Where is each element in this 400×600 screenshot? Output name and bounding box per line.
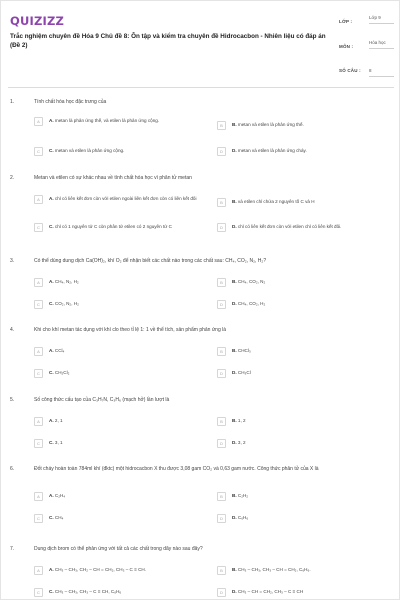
question-text: Số công thức cấu tạo của C₃H₇N, C₃H₆ (mạch hở) lần lượt là: [34, 397, 170, 403]
option-text: CH₃ – CH₃, CH₂ – CH = CH₂, CH₃ – C ≡ CH.: [54, 567, 147, 572]
option-text: metan và etilen là phản ứng cháy.: [237, 148, 307, 153]
option-letter: B: [232, 567, 236, 572]
option-letter-box: A: [34, 417, 43, 426]
question-text: Metan và etilen có sự khác nhau về tính chất hóa học vì phân tử metan: [34, 175, 192, 181]
option-letter-box: D: [217, 147, 226, 156]
option-text: CH₄, N₂, H₂: [54, 279, 79, 284]
option-letter: D: [232, 589, 236, 594]
option-text: CH₃ – CH₃, CH₃ – C ≡ CH, C₆H₆: [54, 589, 122, 594]
worksheet-title: Trắc nghiệm chuyên đề Hóa 9 Chủ đề 8: Ôn tập và kiểm tra chuyên đề Hidrocacbon - Nhiên liệu có đáp án (Đề 2): [10, 33, 326, 49]
question-text: Dung dịch brom có thể phản ứng với tất cả các chất trong dãy nào sau đây?: [34, 546, 203, 552]
option-letter-box: A: [34, 195, 43, 204]
option-text: C₂H₂: [237, 493, 249, 498]
option-letter-box: D: [217, 514, 226, 523]
option-text: CH₄, CO₂, N₂: [237, 279, 266, 284]
option-text: CH₃ – CH = CH₂, CH₃ – C ≡ CH: [237, 589, 304, 594]
option-letter: D: [232, 148, 236, 153]
option-letter-box: A: [34, 492, 43, 501]
question-text: Đốt cháy hoàn toàn 784ml khí (đktc) một hidrocacbon X thu được 3,08 gam CO₂ và 0,63 gam nước. Công thức phân tử của X là: [34, 466, 319, 472]
option-letter: C: [49, 224, 53, 229]
question-number: 7.: [10, 546, 15, 552]
option-text: 3, 2: [237, 440, 246, 445]
option-letter: B: [232, 418, 236, 423]
option-letter: A: [49, 418, 53, 423]
option-letter-box: D: [217, 223, 226, 232]
subject-label: MÔN :: [339, 44, 354, 49]
option-text: chỉ có liên kết đơn còn với etilen chỉ có liên kết đôi.: [237, 224, 342, 229]
option-text: 2, 1: [54, 418, 63, 423]
option-letter-box: C: [34, 439, 43, 448]
option-letter: D: [232, 224, 236, 229]
worksheet-page: QUIZIZZ Trắc nghiệm chuyên đề Hóa 9 Chủ đề 8: Ôn tập và kiểm tra chuyên đề Hidrocacbon - Nhiên liệu có đáp án (Đề 2) LỚP : Lớp 9 MÔN : Hóa học SỐ CÂU : 8 1. Tính chất hóa học đặc trưng của A A. metan là phản ứng thế, và etilen là phản ứng cộng. B B. metan và etilen là phản ứng thế. C C. metan và etilen là phản ứng cộng. D D. metan và etilen là phản ứng cháy. 2. Metan và etilen có sự khác nhau về tính chất hóa học vì phân tử metan A A. chỉ có liên kết đơn còn với etilen ngoài liên kết đơn còn có liên kết đôi B B. và etilen chỉ chứa 2 nguyên tố C và H C C. chỉ có 1 nguyên tử C còn phân tử etilen có 2 nguyên tử C D D. chỉ có liên kết đơn còn với etilen chỉ có liên kết đôi. 3. Có thể dùng dung dịch Ca(OH)₂, khí O₂ để nhận biết các chất nào trong các chất sau: CH₄, CO₂, N₂, H₂? A A. CH₄, N₂, H₂ B B. CH₄, CO₂, N₂ C C. CO₂, N₂, H₂ D D. CH₄, CO₂, H₂ 4. Khi cho khí metan tác dụng với khí clo theo tỉ lệ 1: 1 về thể tích, sản phẩm phản ứng là A A. CCl₄ B B. CHCl₃ C C. CH₂Cl₂ D D. CH₃Cl 5. Số công thức cấu tạo của C₃H₇N, C₃H₆ (mạch hở) lần lượt là A A. 2, 1 B B. 1, 2 C C. 3, 1 D D. 3, 2 6. Đốt cháy hoàn toàn 784ml khí (đktc) một hidrocacbon X thu được 3,08 gam CO₂ và 0,63 gam nước. Công thức phân tử của X là A A. C₂H₄ B B. C₂H₂ C C. CH₄ D D. C₆H₆ 7. Dung dịch brom có thể phản ứng với tất cả các chất trong dãy nào sau đây? A A. CH₃ – CH₃, CH₂ – CH = CH₂, CH₃ – C ≡ CH. B B. CH₃ – CH₃, CH₃ – CH = CH₂, C₆H₆. C C. CH₃ – CH₃, CH₃ – C ≡ CH, C₆H₆ D D. CH₃ – CH = CH₂, CH₃ – C ≡ CH: [0, 0, 400, 600]
option-letter-box: D: [217, 588, 226, 597]
option-letter: D: [232, 301, 236, 306]
option-letter: A: [49, 567, 53, 572]
option-letter: C: [49, 370, 53, 375]
option-letter: D: [232, 440, 236, 445]
option-letter: B: [232, 348, 236, 353]
option-letter: C: [49, 440, 53, 445]
question-text: Có thể dùng dung dịch Ca(OH)₂, khí O₂ để nhận biết các chất nào trong các chất sau: CH₄, CO₂, N₂, H₂?: [34, 258, 267, 264]
option-text: chỉ có liên kết đơn còn với etilen ngoài liên kết đơn còn có liên kết đôi: [54, 196, 197, 201]
option-letter: B: [232, 493, 236, 498]
question-number: 5.: [10, 397, 15, 403]
question-text: Tính chất hóa học đặc trưng của: [34, 99, 107, 105]
option-letter-box: D: [217, 369, 226, 378]
option-letter-box: B: [217, 566, 226, 575]
header-divider: [8, 87, 394, 88]
option-letter-box: A: [34, 347, 43, 356]
option-text: và etilen chỉ chứa 2 nguyên tố C và H: [237, 199, 315, 204]
option-text: 1, 2: [237, 418, 246, 423]
option-letter-box: C: [34, 147, 43, 156]
option-letter: C: [49, 301, 53, 306]
class-label: LỚP :: [339, 19, 353, 24]
option-text: metan là phản ứng thế, và etilen là phản ứng cộng.: [54, 118, 160, 123]
option-letter-box: D: [217, 300, 226, 309]
question-number: 6.: [10, 466, 15, 472]
subject-value: Hóa học: [369, 40, 394, 49]
option-letter: C: [49, 589, 53, 594]
option-letter-box: C: [34, 300, 43, 309]
option-text: metan và etilen là phản ứng thế.: [237, 122, 304, 127]
option-text: CH₄, CO₂, H₂: [237, 301, 266, 306]
option-letter-box: C: [34, 369, 43, 378]
option-letter-box: C: [34, 223, 43, 232]
option-letter: A: [49, 118, 53, 123]
option-letter-box: B: [217, 417, 226, 426]
option-letter: A: [49, 279, 53, 284]
option-text: CH₄: [54, 515, 64, 520]
option-letter-box: C: [34, 588, 43, 597]
question-number: 2.: [10, 175, 15, 181]
option-letter-box: B: [217, 278, 226, 287]
question-number: 4.: [10, 327, 15, 333]
option-letter-box: A: [34, 566, 43, 575]
option-letter: A: [49, 493, 53, 498]
option-letter-box: C: [34, 514, 43, 523]
option-letter-box: B: [217, 121, 226, 130]
option-letter-box: B: [217, 492, 226, 501]
option-letter: B: [232, 122, 236, 127]
option-letter-box: D: [217, 439, 226, 448]
option-letter-box: B: [217, 347, 226, 356]
option-text: CH₂Cl₂: [54, 370, 70, 375]
option-text: C₆H₆: [237, 515, 249, 520]
option-text: metan và etilen là phản ứng cộng.: [54, 148, 125, 153]
question-text: Khi cho khí metan tác dụng với khí clo theo tỉ lệ 1: 1 về thể tích, sản phẩm phản ứng là: [34, 327, 227, 333]
option-text: C₂H₄: [54, 493, 66, 498]
quizizz-logo: QUIZIZZ: [10, 14, 65, 28]
option-text: CO₂, N₂, H₂: [54, 301, 79, 306]
class-value: Lớp 9: [369, 15, 394, 24]
option-text: 3, 1: [54, 440, 63, 445]
option-letter: A: [49, 196, 53, 201]
option-letter: B: [232, 279, 236, 284]
option-text: CH₃Cl: [237, 370, 251, 375]
option-letter: C: [49, 148, 53, 153]
option-letter: A: [49, 348, 53, 353]
option-letter-box: A: [34, 117, 43, 126]
option-text: CH₃ – CH₃, CH₃ – CH = CH₂, C₆H₆.: [237, 567, 311, 572]
option-letter: C: [49, 515, 53, 520]
option-text: CCl₄: [54, 348, 65, 353]
question-number: 1.: [10, 99, 15, 105]
option-text: chỉ có 1 nguyên tử C còn phân tử etilen có 2 nguyên tử C: [54, 224, 172, 229]
option-letter-box: A: [34, 278, 43, 287]
option-letter: D: [232, 515, 236, 520]
option-letter: D: [232, 370, 236, 375]
question-number: 3.: [10, 258, 15, 264]
count-value: 8: [369, 68, 394, 77]
option-letter: B: [232, 199, 236, 204]
option-text: CHCl₃: [237, 348, 251, 353]
option-letter-box: B: [217, 198, 226, 207]
count-label: SỐ CÂU :: [339, 68, 361, 73]
